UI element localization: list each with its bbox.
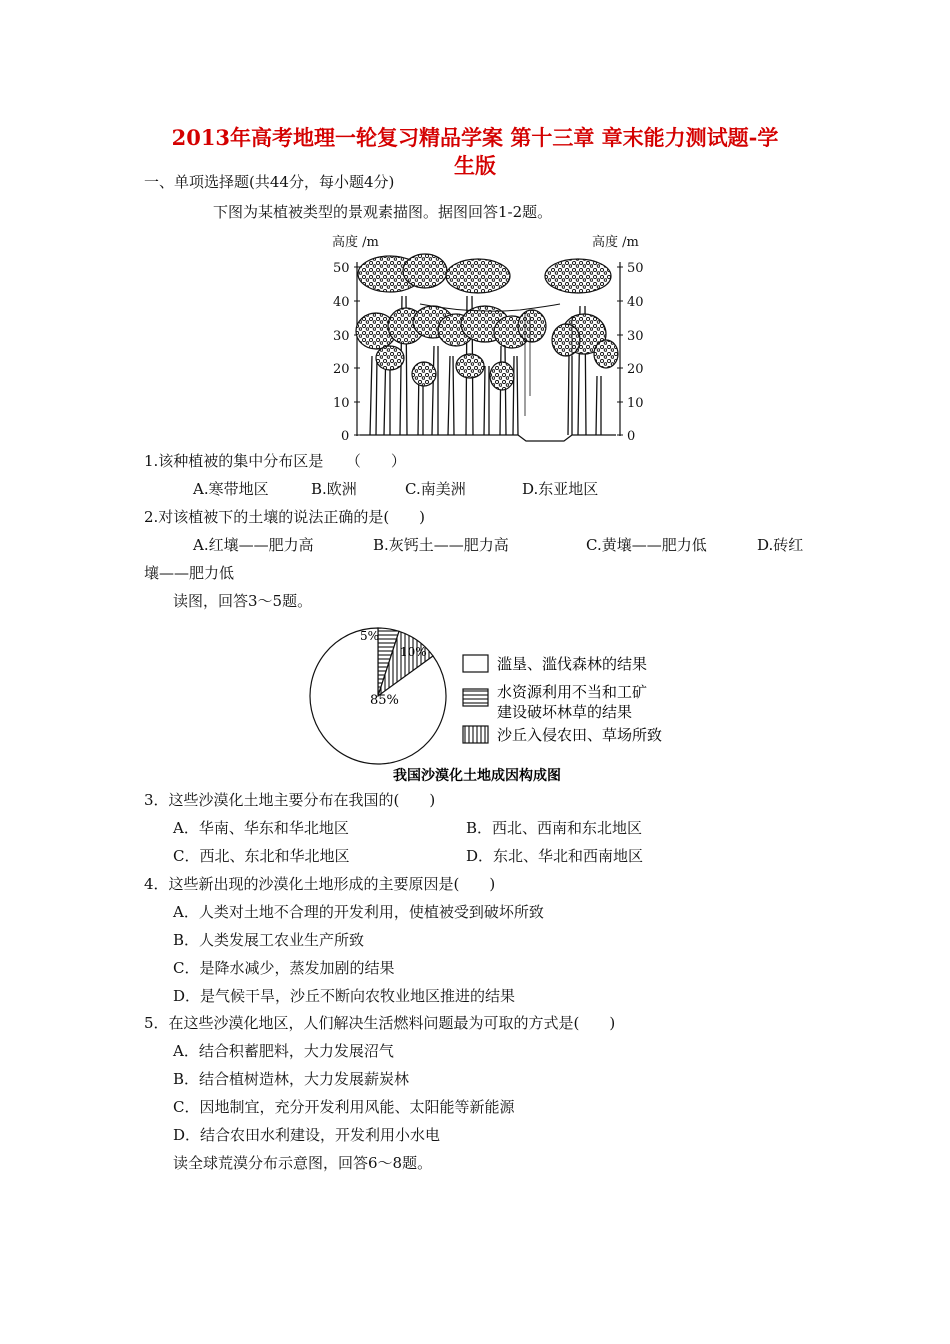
axis-label-right: 高度 /m bbox=[592, 235, 639, 250]
q4-option-c: C．是降水减少，蒸发加剧的结果 bbox=[173, 959, 395, 977]
q2-option-a: A.红壤——肥力高 bbox=[193, 536, 314, 554]
q3-option-c: C．西北、东北和华北地区 bbox=[173, 847, 350, 865]
figure1-intro: 下图为某植被类型的景观素描图。据图回答1-2题。 bbox=[213, 203, 553, 221]
legend-swatch-vertical bbox=[463, 726, 488, 743]
q1-stem: 1.该种植被的集中分布区是 （ ） bbox=[144, 452, 406, 470]
legend-swatch-horizontal bbox=[463, 689, 488, 706]
q3-option-a: A．华南、华东和华北地区 bbox=[173, 819, 349, 837]
desertification-pie-figure bbox=[300, 618, 700, 788]
q3-option-b: B．西北、西南和东北地区 bbox=[466, 819, 643, 837]
q2-option-d-cont: 壤——肥力低 bbox=[144, 564, 235, 582]
q5-option-b: B．结合植树造林，大力发展薪炭林 bbox=[173, 1070, 410, 1088]
tick-left-40: 40 bbox=[333, 295, 350, 310]
q4-option-b: B．人类发展工农业生产所致 bbox=[173, 931, 365, 949]
figure3-intro: 读全球荒漠分布示意图，回答6～8题。 bbox=[173, 1154, 433, 1172]
q2-stem: 2.对该植被下的土壤的说法正确的是( ) bbox=[144, 508, 426, 526]
page-title-line2: 生版 bbox=[454, 153, 496, 178]
left-ticks bbox=[333, 261, 360, 444]
q5-option-d: D．结合农田水利建设，开发利用小水电 bbox=[173, 1126, 441, 1144]
figure2-caption: 我国沙漠化土地成因构成图 bbox=[393, 768, 561, 784]
figure2-intro: 读图，回答3～5题。 bbox=[173, 592, 313, 610]
vegetation-sketch-figure bbox=[320, 226, 660, 448]
q1-option-a: A.寒带地区 bbox=[193, 480, 269, 498]
q2-option-c: C.黄壤——肥力低 bbox=[586, 536, 707, 554]
q5-option-a: A．结合积蓄肥料，大力发展沼气 bbox=[173, 1042, 394, 1060]
tick-right-30: 30 bbox=[627, 329, 644, 344]
tick-left-0: 0 bbox=[341, 429, 350, 444]
q3-option-d: D．东北、华北和西南地区 bbox=[466, 847, 644, 865]
q4-option-a: A．人类对土地不合理的开发利用，使植被受到破坏所致 bbox=[173, 903, 544, 921]
section-heading: 一、单项选择题(共44分，每小题4分) bbox=[144, 173, 395, 191]
q2-option-b: B.灰钙土——肥力高 bbox=[373, 536, 509, 554]
q5-option-c: C．因地制宜，充分开发利用风能、太阳能等新能源 bbox=[173, 1098, 515, 1116]
tick-right-40: 40 bbox=[627, 295, 644, 310]
tick-left-50: 50 bbox=[333, 261, 350, 276]
q3-stem: 3．这些沙漠化土地主要分布在我国的( ) bbox=[144, 791, 436, 809]
tick-right-20: 20 bbox=[627, 362, 644, 377]
pie-label-10: 10% bbox=[400, 645, 427, 659]
pie-label-85: 85% bbox=[370, 693, 399, 708]
legend-item3: 沙丘入侵农田、草场所致 bbox=[497, 726, 663, 744]
q4-stem: 4．这些新出现的沙漠化土地形成的主要原因是( ) bbox=[144, 875, 496, 893]
tick-right-50: 50 bbox=[627, 261, 644, 276]
q1-option-d: D.东亚地区 bbox=[522, 480, 599, 498]
q1-option-c: C.南美洲 bbox=[405, 480, 466, 498]
legend-item1: 滥垦、滥伐森林的结果 bbox=[497, 655, 648, 673]
legend-item2-line2: 建设破坏林草的结果 bbox=[497, 703, 633, 721]
q4-option-d: D．是气候干旱，沙丘不断向农牧业地区推进的结果 bbox=[173, 987, 516, 1005]
page-title-line1: 2013年高考地理一轮复习精品学案 第十三章 章末能力测试题-学 bbox=[171, 125, 779, 150]
tick-right-0: 0 bbox=[627, 429, 636, 444]
axis-label-left: 高度 /m bbox=[332, 235, 379, 250]
q2-option-d: D.砖红 bbox=[757, 536, 804, 554]
legend-item2-line1: 水资源利用不当和工矿 bbox=[497, 683, 648, 701]
legend-swatch-blank bbox=[463, 655, 488, 672]
tick-right-10: 10 bbox=[627, 396, 644, 411]
tick-left-30: 30 bbox=[333, 329, 350, 344]
right-ticks bbox=[617, 261, 644, 444]
q1-option-b: B.欧洲 bbox=[311, 480, 357, 498]
tick-left-10: 10 bbox=[333, 396, 350, 411]
pie-label-5: 5% bbox=[360, 629, 380, 643]
tick-left-20: 20 bbox=[333, 362, 350, 377]
q5-stem: 5．在这些沙漠化地区，人们解决生活燃料问题最为可取的方式是( ) bbox=[144, 1014, 616, 1032]
